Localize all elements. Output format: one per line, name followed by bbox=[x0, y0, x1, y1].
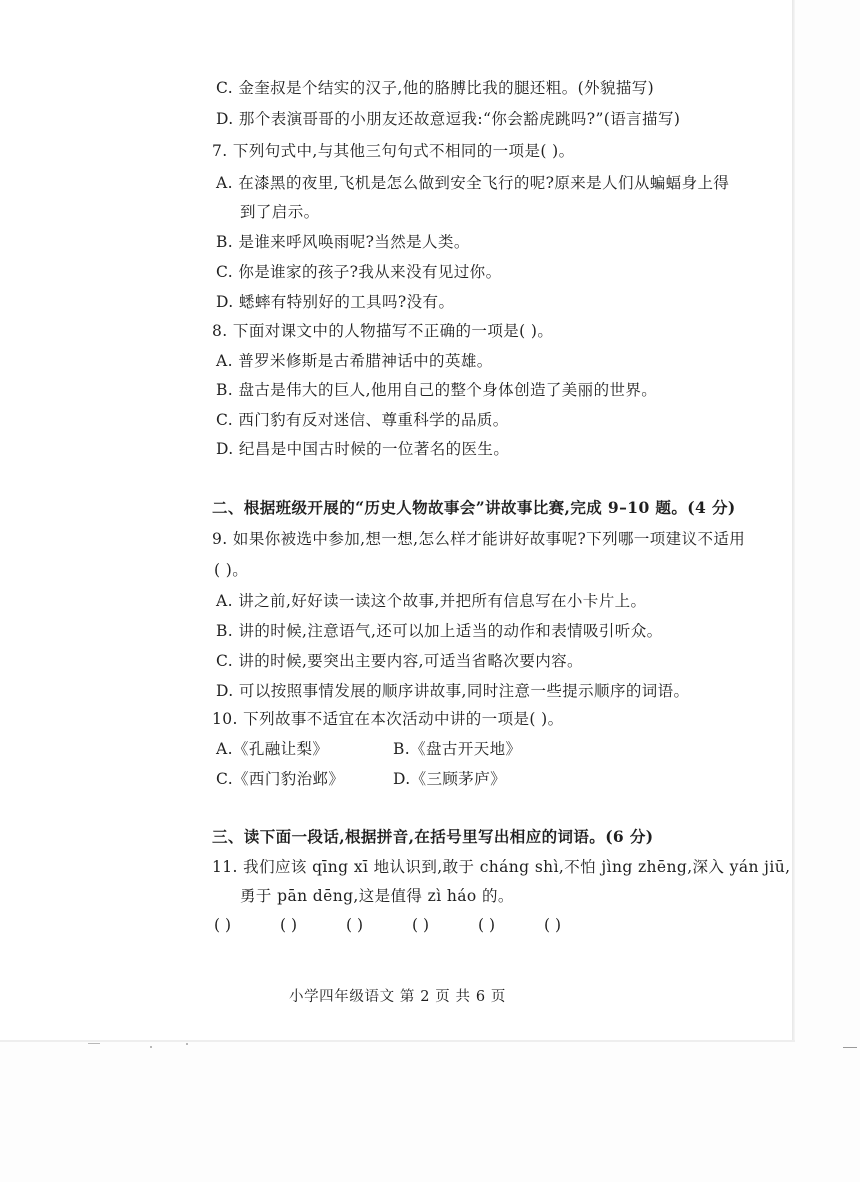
section-3-heading: 三、读下面一段话,根据拼音,在括号里写出相应的词语。(6 分) bbox=[212, 827, 654, 846]
answer-blank-2[interactable]: ( ) bbox=[280, 916, 298, 934]
answer-blank-4[interactable]: ( ) bbox=[412, 916, 430, 934]
page-edge-shadow bbox=[792, 0, 795, 1040]
section-2-heading: 二、根据班级开展的“历史人物故事会”讲故事比赛,完成 9–10 题。(4 分) bbox=[212, 498, 736, 517]
q9-stem-continued: ( )。 bbox=[214, 561, 249, 579]
q9-option-b: B. 讲的时候,注意语气,还可以加上适当的动作和表情吸引听众。 bbox=[216, 622, 663, 640]
q7-stem: 7. 下列句式中,与其他三句句式不相同的一项是( )。 bbox=[212, 142, 575, 160]
q9-option-c: C. 讲的时候,要突出主要内容,可适当省略次要内容。 bbox=[216, 652, 583, 670]
q7-option-a-continued: 到了启示。 bbox=[240, 203, 320, 221]
page-footer: 小学四年级语文 第 2 页 共 6 页 bbox=[288, 989, 506, 1005]
answer-blank-1[interactable]: ( ) bbox=[214, 916, 232, 934]
q11-answer-blanks bbox=[214, 914, 634, 936]
q8-option-d: D. 纪昌是中国古时候的一位著名的医生。 bbox=[216, 440, 510, 458]
q11-line-1: 11. 我们应该 qīng xī 地认识到,敢于 cháng shì,不怕 jìng zhēng,深入 yán jiū, bbox=[212, 858, 791, 876]
scan-speck bbox=[843, 1047, 857, 1048]
answer-blank-3[interactable]: ( ) bbox=[346, 916, 364, 934]
q8-option-a: A. 普罗米修斯是古希腊神话中的英雄。 bbox=[216, 352, 493, 370]
q10-option-d: D.《三顾茅庐》 bbox=[393, 770, 507, 788]
q10-option-b: B.《盘古开天地》 bbox=[393, 740, 522, 758]
q7-option-b: B. 是谁来呼风唤雨呢?当然是人类。 bbox=[216, 233, 470, 251]
q8-option-b: B. 盘古是伟大的巨人,他用自己的整个身体创造了美丽的世界。 bbox=[216, 381, 658, 399]
q8-stem: 8. 下面对课文中的人物描写不正确的一项是( )。 bbox=[212, 322, 554, 340]
q11-line-2: 勇于 pān dēng,这是值得 zì háo 的。 bbox=[240, 887, 514, 905]
q9-stem: 9. 如果你被选中参加,想一想,怎么样才能讲好故事呢?下列哪一项建议不适用 bbox=[212, 530, 746, 548]
q10-option-a: A.《孔融让梨》 bbox=[216, 740, 329, 758]
q8-option-c: C. 西门豹有反对迷信、尊重科学的品质。 bbox=[216, 411, 509, 429]
q9-option-d: D. 可以按照事情发展的顺序讲故事,同时注意一些提示顺序的词语。 bbox=[216, 682, 690, 700]
q6-option-c: C. 金奎叔是个结实的汉子,他的胳膊比我的腿还粗。(外貌描写) bbox=[216, 79, 655, 97]
q10-option-c: C.《西门豹治邺》 bbox=[216, 770, 345, 788]
q6-option-d: D. 那个表演哥哥的小朋友还故意逗我:“你会豁虎跳吗?”(语言描写) bbox=[216, 110, 681, 128]
q7-option-a: A. 在漆黑的夜里,飞机是怎么做到安全飞行的呢?原来是人们从蝙蝠身上得 bbox=[216, 174, 730, 192]
q7-option-d: D. 蟋蟀有特别好的工具吗?没有。 bbox=[216, 293, 455, 311]
q10-stem: 10. 下列故事不适宜在本次活动中讲的一项是( )。 bbox=[212, 710, 564, 728]
answer-blank-6[interactable]: ( ) bbox=[544, 916, 562, 934]
scan-speck bbox=[186, 1043, 188, 1045]
answer-blank-5[interactable]: ( ) bbox=[478, 916, 496, 934]
scan-speck bbox=[150, 1046, 152, 1048]
q7-option-c: C. 你是谁家的孩子?我从来没有见过你。 bbox=[216, 263, 502, 281]
q9-option-a: A. 讲之前,好好读一读这个故事,并把所有信息写在小卡片上。 bbox=[216, 592, 647, 610]
scan-speck bbox=[88, 1043, 100, 1044]
page-bottom-edge bbox=[0, 1040, 795, 1042]
